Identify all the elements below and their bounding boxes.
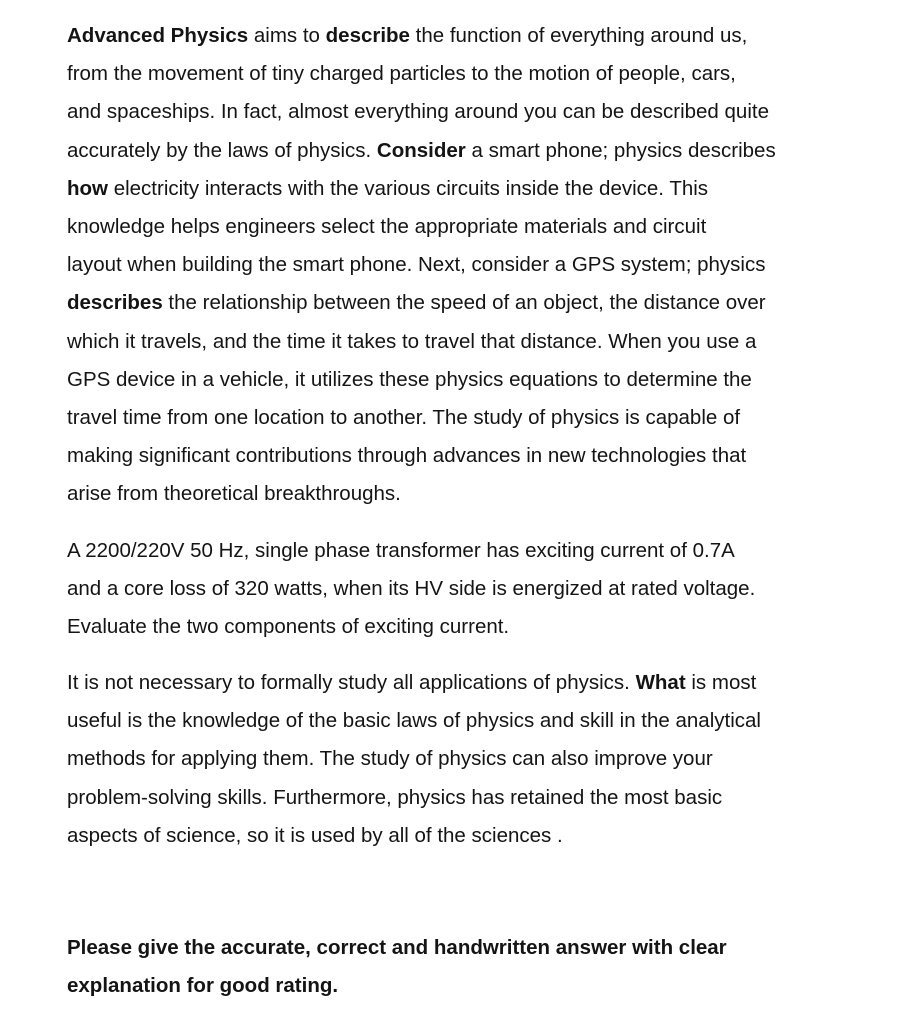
- text-line: [67, 361, 776, 399]
- text-run: GPS device in a vehicle, it utilizes these physics equations to determine the: [67, 367, 752, 391]
- text-line: [67, 55, 776, 93]
- text-run: the function of everything around us,: [409, 24, 748, 47]
- text-line: [67, 437, 776, 475]
- bold-text: describe: [325, 24, 410, 47]
- text-run: a smart phone; physics describes: [465, 138, 776, 162]
- text-line: [67, 399, 776, 437]
- text-run: useful is the knowledge of the basic laws of physics and skill in the analytical: [67, 709, 761, 733]
- text-line: [67, 740, 761, 778]
- text-line: [67, 475, 776, 513]
- text-line: [67, 17, 776, 55]
- text-run: travel time from one location to another. The study of physics is capable of: [67, 406, 741, 430]
- text-line: [67, 929, 727, 967]
- text-run: Evaluate the two components of exciting current.: [67, 615, 510, 639]
- text-line: [67, 967, 727, 1005]
- text-run: electricity interacts with the various circuits inside the device. This: [108, 176, 709, 200]
- text-line: [67, 284, 776, 322]
- text-run: and a core loss of 320 watts, when its HV side is energized at rated voltage.: [67, 577, 756, 601]
- text-run: problem-solving skills. Furthermore, physics has retained the most basic: [67, 785, 723, 809]
- text-run: layout when building the smart phone. Next, consider a GPS system; physics: [67, 253, 766, 277]
- text-run: which it travels, and the time it takes to travel that distance. When you use a: [67, 329, 757, 353]
- text-line: [67, 208, 776, 246]
- intro-paragraph: [67, 17, 776, 514]
- answer-request-note: [67, 929, 727, 1005]
- text-run: accurately by the laws of physics.: [67, 138, 377, 162]
- text-line: [67, 779, 761, 817]
- text-run: from the movement of tiny charged particles to the motion of people, cars,: [67, 62, 736, 86]
- text-line: [67, 664, 761, 702]
- text-run: explanation for good rating.: [67, 974, 339, 998]
- bold-text: Consider: [376, 138, 466, 162]
- text-line: [67, 323, 776, 361]
- text-run: aims to: [248, 24, 326, 47]
- transformer-question-paragraph: [67, 532, 755, 647]
- text-line: [67, 532, 755, 570]
- text-line: [67, 817, 761, 855]
- text-run: knowledge helps engineers select the appropriate materials and circuit: [67, 215, 707, 239]
- text-run: A 2200/220V 50 Hz, single phase transformer has exciting current of 0.7A: [67, 539, 735, 562]
- bold-text: describes: [67, 291, 163, 315]
- text-run: the relationship between the speed of an object, the distance over: [162, 291, 766, 315]
- text-run: and spaceships. In fact, almost everything around you can be described quite: [67, 100, 769, 124]
- text-line: [67, 132, 776, 170]
- text-run: Please give the accurate, correct and handwritten answer with clear: [67, 936, 727, 959]
- text-line: [67, 702, 761, 740]
- bold-text: What: [635, 671, 686, 694]
- physics-applications-paragraph: [67, 664, 761, 855]
- bold-text: how: [67, 176, 108, 200]
- text-line: [67, 570, 755, 608]
- text-run: making significant contributions through advances in new technologies that: [67, 444, 747, 468]
- text-run: It is not necessary to formally study all applications of physics.: [67, 671, 636, 694]
- text-run: arise from theoretical breakthroughs.: [67, 482, 401, 506]
- text-line: [67, 246, 776, 284]
- text-run: is most: [685, 671, 757, 694]
- bold-text: Advanced Physics: [67, 24, 249, 47]
- text-run: aspects of science, so it is used by all of the sciences .: [67, 823, 563, 847]
- text-line: [67, 170, 776, 208]
- text-line: [67, 93, 776, 131]
- text-line: [67, 608, 755, 646]
- text-run: methods for applying them. The study of physics can also improve your: [67, 747, 713, 771]
